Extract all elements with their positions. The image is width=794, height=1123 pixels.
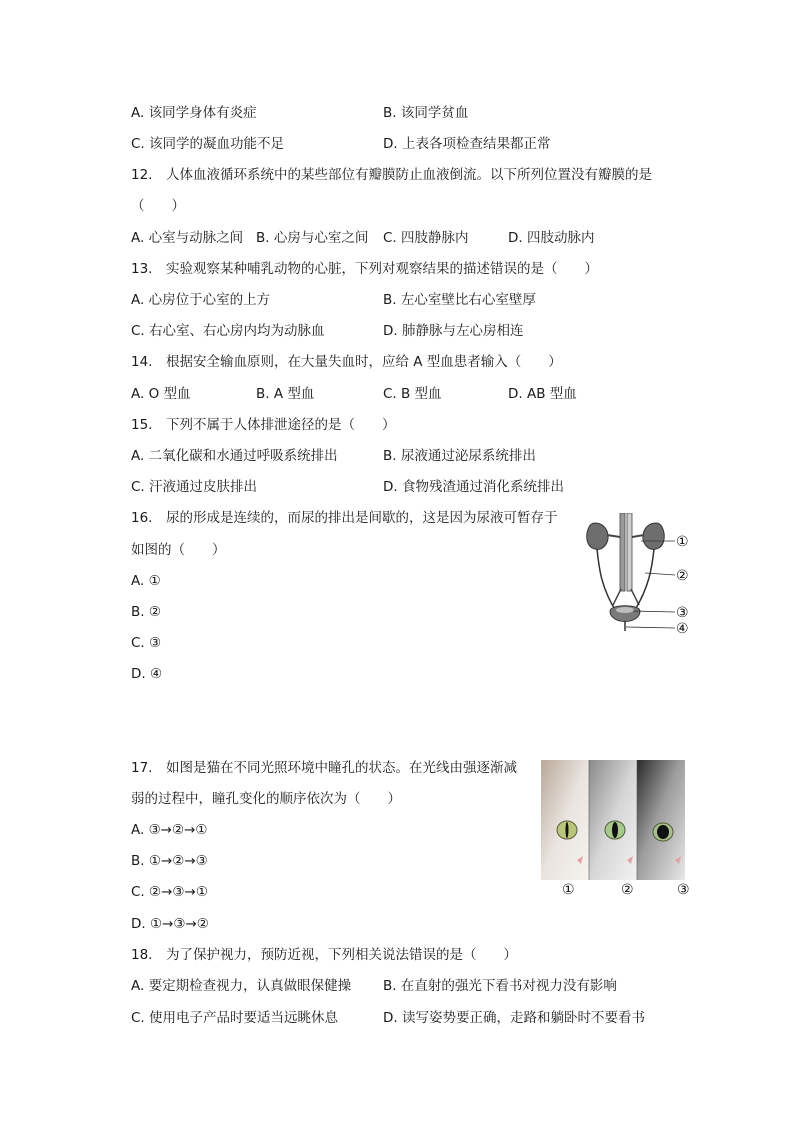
q14-option-c: C. B 型血 xyxy=(383,386,442,402)
q16-option-c: C. ③ xyxy=(131,635,162,651)
q11-option-c: C. 该同学的凝血功能不足 xyxy=(131,136,285,152)
figure-label-4: ④ xyxy=(676,621,689,637)
cat-pupil-figure xyxy=(541,760,693,898)
q15-option-b: B. 尿液通过泌尿系统排出 xyxy=(383,448,536,464)
q15-option-c: C. 汗液通过皮肤排出 xyxy=(131,479,258,495)
aorta xyxy=(620,513,625,591)
figure-label-1: ① xyxy=(676,534,689,550)
figure-label-2: ② xyxy=(676,568,689,584)
q16-option-a: A. ① xyxy=(131,573,161,589)
q13-option-b: B. 左心室壁比右心室壁厚 xyxy=(383,292,536,308)
q15-option-a: A. 二氧化碳和水通过呼吸系统排出 xyxy=(131,448,338,464)
cat-label-3: ③ xyxy=(677,882,690,898)
cat-label-1: ① xyxy=(562,882,575,898)
q18-option-a: A. 要定期检查视力，认真做眼保健操 xyxy=(131,978,352,994)
q11-option-b: B. 该同学贫血 xyxy=(383,105,469,121)
q17-stem-cont: 弱的过程中，瞳孔变化的顺序依次为（ ） xyxy=(131,791,401,807)
q18-stem: 18. 为了保护视力，预防近视，下列相关说法错误的是（ ） xyxy=(131,947,517,963)
q12-option-d: D. 四肢动脉内 xyxy=(508,230,595,246)
cat-photo-3 xyxy=(637,760,685,880)
q17-option-a: A. ③→②→① xyxy=(131,822,208,838)
q14-option-b: B. A 型血 xyxy=(256,386,315,402)
right-ureter xyxy=(633,549,654,613)
q15-stem: 15. 下列不属于人体排泄途径的是（ ） xyxy=(131,417,396,433)
q18-option-d: D. 读写姿势要正确，走路和躺卧时不要看书 xyxy=(383,1010,645,1026)
q16-stem-cont: 如图的（ ） xyxy=(131,542,226,558)
q16-stem: 16. 尿的形成是连续的，而尿的排出是间歇的，这是因为尿液可暂存于 xyxy=(131,510,558,526)
q14-stem: 14. 根据安全输血原则，在大量失血时，应给 A 型血患者输入（ ） xyxy=(131,354,562,370)
q12-stem: 12. 人体血液循环系统中的某些部位有瓣膜防止血液倒流。以下所列位置没有瓣膜的是 xyxy=(131,167,652,183)
right-kidney xyxy=(643,523,664,549)
q13-option-a: A. 心房位于心室的上方 xyxy=(131,292,271,308)
q16-option-d: D. ④ xyxy=(131,666,163,682)
q12-option-b: B. 心房与心室之间 xyxy=(256,230,369,246)
urinary-system-figure xyxy=(583,513,695,640)
cat-photo-1 xyxy=(541,760,589,880)
q12-stem-cont: （ ） xyxy=(131,198,185,214)
q12-option-a: A. 心室与动脉之间 xyxy=(131,230,244,246)
q17-option-d: D. ①→③→② xyxy=(131,916,209,932)
q13-option-c: C. 右心室、右心房内均为动脉血 xyxy=(131,323,325,339)
figure-label-3: ③ xyxy=(676,605,689,621)
q13-option-d: D. 肺静脉与左心房相连 xyxy=(383,323,524,339)
q13-stem: 13. 实验观察某种哺乳动物的心脏，下列对观察结果的描述错误的是（ ） xyxy=(131,261,598,277)
q18-option-c: C. 使用电子产品时要适当远眺休息 xyxy=(131,1010,339,1026)
left-kidney xyxy=(587,523,608,549)
q17-option-b: B. ①→②→③ xyxy=(131,853,208,869)
q16-option-b: B. ② xyxy=(131,604,161,620)
q18-option-b: B. 在直射的强光下看书对视力没有影响 xyxy=(383,978,617,994)
cat-photo-2 xyxy=(589,760,637,880)
q17-stem: 17. 如图是猫在不同光照环境中瞳孔的状态。在光线由强逐渐减 xyxy=(131,760,517,776)
q17-option-c: C. ②→③→① xyxy=(131,884,208,900)
vena-cava xyxy=(627,513,632,591)
q12-option-c: C. 四肢静脉内 xyxy=(383,230,469,246)
cat-label-2: ② xyxy=(621,882,634,898)
q11-option-a: A. 该同学身体有炎症 xyxy=(131,105,257,121)
q15-option-d: D. 食物残渣通过消化系统排出 xyxy=(383,479,564,495)
q11-option-d: D. 上表各项检查结果都正常 xyxy=(383,136,551,152)
q14-option-d: D. AB 型血 xyxy=(508,386,577,402)
q14-option-a: A. O 型血 xyxy=(131,386,191,402)
